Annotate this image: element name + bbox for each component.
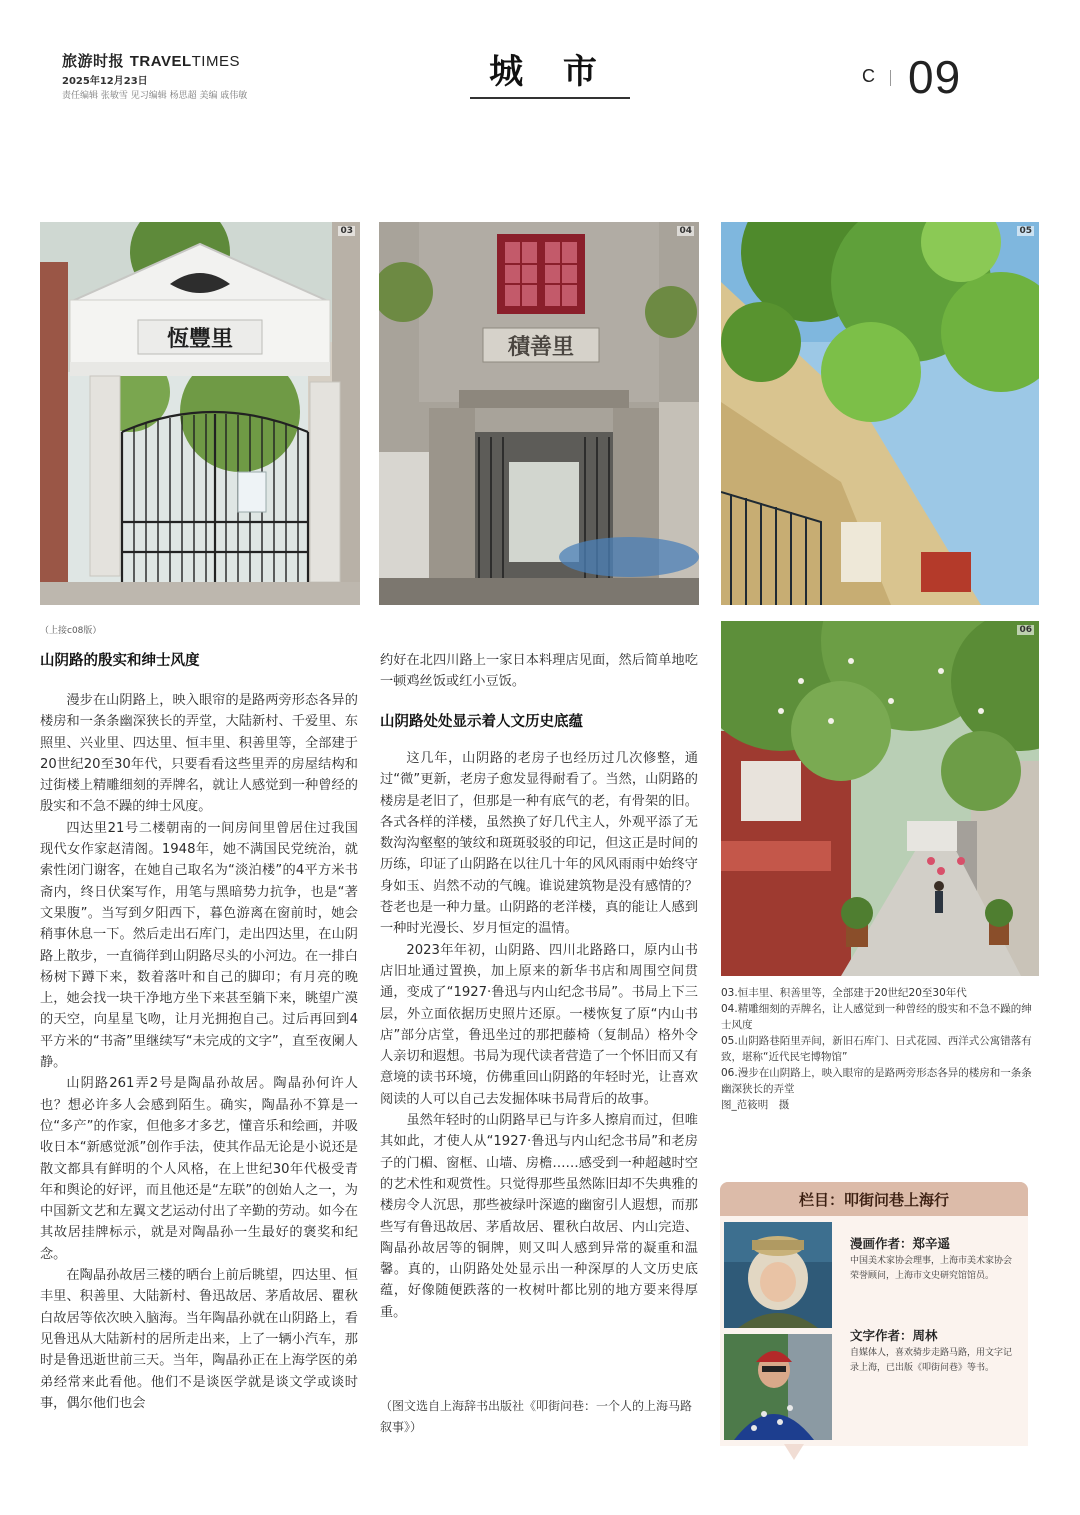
photo-credit: 图_范筱明 摄 bbox=[721, 1099, 790, 1111]
paragraph: 虽然年轻时的山阴路早已与许多人擦肩而过，但唯其如此，才使人从“1927·鲁迅与内山纪念书局”和老房子的门楣、窗框、山墙、房檐……感受到一种超越时空的艺术性和观赏性。只觉得那些虽然陈旧却不失典雅的楼房令人沉思，那些被绿叶深遮的幽窗引人遐想，而那些写有鲁迅故居、茅盾故居、瞿秋白故居、内山完造、陶晶孙故居等的铜牌，则又叫人感到异常的凝重和温馨。真的，山阴路处处显示出一种深厚的人文历史底蕴，好像随便跌落的一枚树叶都比别的地方要来得厚重。 bbox=[380, 1113, 698, 1320]
heading-2: 山阴路处处显示着人文历史底蕴 bbox=[380, 714, 583, 730]
photo-03-hengfengli-gate bbox=[40, 222, 360, 605]
column-info-title: 栏目：叩街问巷上海行 bbox=[798, 1191, 949, 1209]
issue-date: 2025年12月23日 bbox=[62, 76, 148, 87]
writer-name: 文字作者：周林 bbox=[850, 1328, 938, 1343]
column-1-text bbox=[40, 690, 358, 1414]
source-credit: （图文选自上海辞书出版社《叩街问巷：一个人的上海马路叙事》） bbox=[380, 1399, 693, 1434]
photo-06-lane-flowers bbox=[721, 621, 1039, 976]
section-title-rule bbox=[470, 97, 630, 99]
illustrator-name: 漫画作者：郑辛遥 bbox=[850, 1236, 951, 1251]
paper-name-en bbox=[130, 53, 240, 70]
photo-04-jishanli-gate bbox=[379, 222, 699, 605]
column-2-text bbox=[380, 748, 698, 1323]
photo-05-trees-balconies bbox=[721, 222, 1039, 605]
photo-number: 05 bbox=[1019, 226, 1032, 236]
photo-number: 06 bbox=[1019, 625, 1032, 635]
paper-name-en-light: TIMES bbox=[191, 53, 240, 70]
photo-captions bbox=[721, 985, 1039, 1113]
heading-1: 山阴路的殷实和绅士风度 bbox=[40, 653, 200, 669]
page-number: 09 bbox=[908, 51, 962, 103]
writer-bio: 自媒体人，喜欢骑步走路马路，用文字记录上海，已出版《叩街问巷》等书。 bbox=[850, 1348, 1013, 1373]
writer-portrait bbox=[724, 1334, 832, 1440]
paper-name-cn: 旅游时报 bbox=[62, 52, 125, 70]
editor-credits: 责任编辑 张敏雪 见习编辑 杨思超 美编 戚伟敏 bbox=[62, 91, 248, 101]
caption-03: 03.恒丰里、积善里等，全部建于20世纪20至30年代 bbox=[721, 987, 967, 999]
paragraph: 2023年年初，山阴路、四川北路路口，原内山书店旧址通过置换，加上原来的新华书店和周围空间贯通，变成了“1927·鲁迅与内山纪念书局”。书局上下三层，外立面依据历史照片还原。一楼恢复了原“内山书店”部分店堂，鲁迅坐过的那把藤椅（复制品）格外令人亲切和遐想。书局为现代读者营造了一个怀旧而又有意境的读书环境，仿佛重回山阴路的年轻时光，让喜欢阅读的人可以自己去发掘体味书局背后的故事。 bbox=[380, 942, 698, 1107]
caption-04: 04.精雕细刻的弄牌名，让人感觉到一种曾经的殷实和不急不躁的绅士风度 bbox=[721, 1003, 1032, 1031]
paragraph: 这几年，山阴路的老房子也经历过几次修整，通过“微”更新，老房子愈发显得耐看了。当然，山阴路的楼房是老旧了，但那是一种有底气的老，有骨架的旧。各式各样的洋楼，虽然换了好几代主人，外观平添了无数沟沟壑壑的皱纹和斑斑驳驳的印记，但这正是时间的历练，印证了山阴路在以往几十年的风风雨雨中始终守身如玉、岿然不动的气魄。谁说建筑物是没有感情的？苍老也是一种力量。山阴路的老洋楼，真的能让人感到一种时光漫长、岁月恒定的温情。 bbox=[380, 751, 698, 937]
illustrator-portrait bbox=[724, 1222, 832, 1328]
page-number-divider bbox=[890, 70, 891, 86]
section-title: 城 市 bbox=[489, 52, 611, 92]
plaque-jishanli: 積善里 bbox=[507, 334, 575, 360]
column-info-tail bbox=[784, 1444, 804, 1460]
paragraph: 四达里21号二楼朝南的一间房间里曾居住过我国现代女作家赵清阁。1948年，她不满国民党统治，就索性闭门谢客，在她自己取名为“淡泊楼”的4平方米书斋内，终日伏案写作，用笔与黑暗势力抗争，也是“著文果腹”。当写到夕阳西下，暮色游离在窗前时，她会稍事休息一下。然后走出石库门，走出四达里，在山阴路上散步，一直徜徉到山阴路尽头的小河边。在一排白杨树下蹲下来，数着落叶和自己的脚印；有月亮的晚上，她会找一块干净地方坐下来甚至躺下来，眺望广漠的天空，向星星飞吻，让月光拥抱自己。过后再回到4平方米的“书斋”里继续写“未完成的文字”，直至夜阑人静。 bbox=[40, 820, 358, 1071]
paper-name-en-bold: TRAVEL bbox=[129, 53, 192, 70]
caption-05: 05.山阴路巷陌里弄间，新旧石库门、日式花园、西洋式公寓错落有致，堪称“近代民宅博物馆” bbox=[721, 1035, 1032, 1063]
page-letter: C bbox=[862, 66, 875, 86]
paragraph: 山阴路261弄2号是陶晶孙故居。陶晶孙何许人也？想必许多人会感到陌生。确实，陶晶孙不算是一位“多产”的作家，但他多才多艺，懂音乐和绘画，并吸收日本“新感觉派”创作手法，使其作品无论是小说还是散文都具有鲜明的个人风格，在上世纪30年代极受青年和舆论的好评，而且他还是“左联”的创始人之一，为中国新文艺和左翼文艺运动付出了辛勤的劳动。如今在其故居挂牌标示，就是对陶晶孙一生最好的褒奖和纪念。 bbox=[40, 1076, 358, 1262]
photo-number: 04 bbox=[679, 226, 692, 236]
column-2-top-text bbox=[380, 650, 698, 693]
paragraph: 在陶晶孙故居三楼的晒台上前后眺望，四达里、恒丰里、积善里、大陆新村、鲁迅故居、茅盾故居、瞿秋白故居等依次映入脑海。当年陶晶孙就在山阴路上，看见鲁迅从大陆新村的居所走出来，上了一辆小汽车，那时是鲁迅逝世前三天。当年，陶晶孙正在上海学医的弟弟经常来此看他。他们不是谈医学就是谈文学或谈时事，偶尔他们也会 bbox=[40, 1268, 358, 1411]
page-number-block bbox=[862, 50, 982, 110]
illustrator-bio: 中国美术家协会理事，上海市美术家协会荣誉顾问，上海市文史研究馆馆员。 bbox=[850, 1256, 1013, 1281]
paper-name bbox=[62, 50, 240, 71]
paragraph-continued: 约好在北四川路上一家日本料理店见面，然后简单地吃一顿鸡丝饭或红小豆饭。 bbox=[380, 653, 698, 690]
paragraph: 漫步在山阴路上，映入眼帘的是路两旁形态各异的楼房和一条条幽深狭长的弄堂，大陆新村、千爱里、东照里、兴业里、四达里、恒丰里、积善里等，全部建于20世纪20至30年代，只要看看这些里弄的房屋结构和过街楼上精雕细刻的弄牌名，就让人感觉到一种曾经的殷实和不急不躁的绅士风度。 bbox=[40, 693, 358, 815]
continued-note: （上接c08版） bbox=[40, 626, 102, 636]
caption-06: 06.漫步在山阴路上，映入眼帘的是路两旁形态各异的楼房和一条条幽深狭长的弄堂 bbox=[721, 1067, 1032, 1095]
plaque-hengfengli: 恆豐里 bbox=[166, 326, 234, 352]
photo-number: 03 bbox=[340, 226, 353, 236]
